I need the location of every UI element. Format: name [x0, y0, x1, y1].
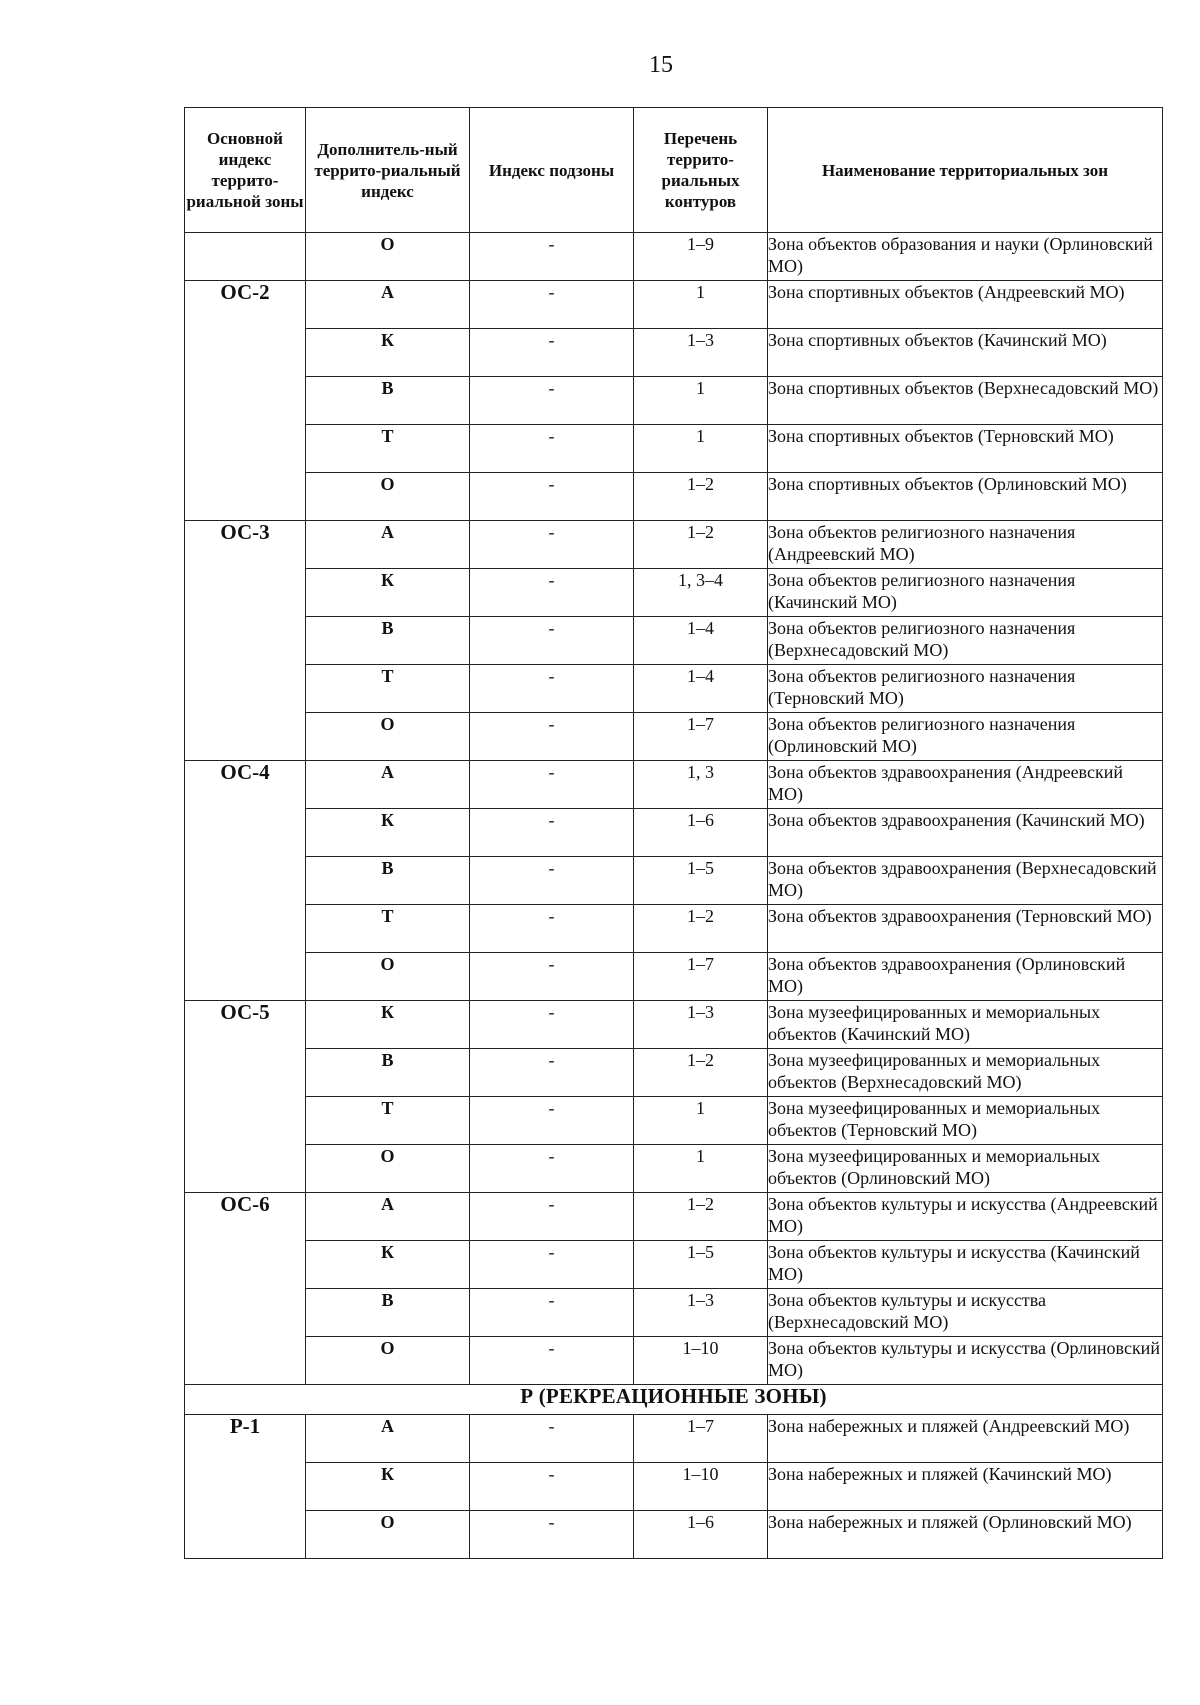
main-index-cell: ОС-3: [185, 521, 306, 761]
additional-index-cell: К: [306, 569, 470, 617]
zone-name-cell: Зона музеефицированных и мемориальных объектов (Качинский МО): [768, 1001, 1163, 1049]
contours-cell: 1: [634, 1097, 768, 1145]
contours-cell: 1, 3: [634, 761, 768, 809]
contours-cell: 1: [634, 281, 768, 329]
main-index-cell: Р-1: [185, 1415, 306, 1559]
zone-name-cell: Зона объектов религиозного назначения (Орлиновский МО): [768, 713, 1163, 761]
contours-cell: 1: [634, 425, 768, 473]
subzone-index-cell: -: [470, 1097, 634, 1145]
table-row: [185, 761, 1163, 809]
section-row: [185, 1385, 1163, 1415]
subzone-index-cell: -: [470, 521, 634, 569]
table-row: [185, 1337, 1163, 1385]
subzone-index-cell: -: [470, 473, 634, 521]
contours-cell: 1–5: [634, 857, 768, 905]
table-row: [185, 1097, 1163, 1145]
subzone-index-cell: -: [470, 857, 634, 905]
zone-name-cell: Зона музеефицированных и мемориальных объектов (Терновский МО): [768, 1097, 1163, 1145]
contours-cell: 1–6: [634, 1511, 768, 1559]
subzone-index-cell: -: [470, 617, 634, 665]
table-row: [185, 1193, 1163, 1241]
contours-cell: 1–6: [634, 809, 768, 857]
subzone-index-cell: -: [470, 1511, 634, 1559]
zone-name-cell: Зона спортивных объектов (Орлиновский МО): [768, 473, 1163, 521]
contours-cell: 1–2: [634, 473, 768, 521]
additional-index-cell: О: [306, 1511, 470, 1559]
subzone-index-cell: -: [470, 1415, 634, 1463]
zone-name-cell: Зона объектов религиозного назначения (Андреевский МО): [768, 521, 1163, 569]
header-main-index: Основной индекс террито-риальной зоны: [185, 108, 306, 233]
zone-name-cell: Зона спортивных объектов (Терновский МО): [768, 425, 1163, 473]
zone-name-cell: Зона музеефицированных и мемориальных объектов (Верхнесадовский МО): [768, 1049, 1163, 1097]
additional-index-cell: В: [306, 1289, 470, 1337]
header-contours: Перечень террито-риальных контуров: [634, 108, 768, 233]
subzone-index-cell: -: [470, 425, 634, 473]
contours-cell: 1–3: [634, 1289, 768, 1337]
table-row: [185, 1289, 1163, 1337]
table-row: [185, 1145, 1163, 1193]
additional-index-cell: К: [306, 329, 470, 377]
contours-cell: 1–2: [634, 1193, 768, 1241]
main-index-cell: ОС-5: [185, 1001, 306, 1193]
zone-name-cell: Зона набережных и пляжей (Орлиновский МО): [768, 1511, 1163, 1559]
additional-index-cell: А: [306, 281, 470, 329]
zone-name-cell: Зона музеефицированных и мемориальных объектов (Орлиновский МО): [768, 1145, 1163, 1193]
subzone-index-cell: -: [470, 1193, 634, 1241]
table-row: [185, 1001, 1163, 1049]
contours-cell: 1–2: [634, 521, 768, 569]
zone-name-cell: Зона спортивных объектов (Верхнесадовский МО): [768, 377, 1163, 425]
territorial-zones-table: [184, 107, 1163, 1559]
subzone-index-cell: -: [470, 569, 634, 617]
additional-index-cell: К: [306, 1241, 470, 1289]
contours-cell: 1–3: [634, 329, 768, 377]
additional-index-cell: О: [306, 473, 470, 521]
contours-cell: 1–7: [634, 953, 768, 1001]
zone-name-cell: Зона набережных и пляжей (Качинский МО): [768, 1463, 1163, 1511]
table-row: [185, 1415, 1163, 1463]
zone-name-cell: Зона спортивных объектов (Качинский МО): [768, 329, 1163, 377]
table-row: [185, 905, 1163, 953]
subzone-index-cell: -: [470, 1289, 634, 1337]
zone-name-cell: Зона объектов культуры и искусства (Качинский МО): [768, 1241, 1163, 1289]
additional-index-cell: О: [306, 713, 470, 761]
zone-name-cell: Зона объектов здравоохранения (Орлиновский МО): [768, 953, 1163, 1001]
contours-cell: 1–5: [634, 1241, 768, 1289]
main-index-cell: ОС-4: [185, 761, 306, 1001]
additional-index-cell: В: [306, 857, 470, 905]
zone-name-cell: Зона объектов религиозного назначения (Качинский МО): [768, 569, 1163, 617]
subzone-index-cell: -: [470, 377, 634, 425]
zone-name-cell: Зона объектов религиозного назначения (Терновский МО): [768, 665, 1163, 713]
contours-cell: 1–3: [634, 1001, 768, 1049]
subzone-index-cell: -: [470, 953, 634, 1001]
table-row: [185, 233, 1163, 281]
zone-name-cell: Зона объектов религиозного назначения (Верхнесадовский МО): [768, 617, 1163, 665]
table-body: [185, 233, 1163, 1559]
subzone-index-cell: -: [470, 1337, 634, 1385]
header-zone-name: Наименование территориальных зон: [768, 108, 1163, 233]
subzone-index-cell: -: [470, 905, 634, 953]
contours-cell: 1–2: [634, 905, 768, 953]
table-row: [185, 713, 1163, 761]
contours-cell: 1, 3–4: [634, 569, 768, 617]
additional-index-cell: В: [306, 1049, 470, 1097]
additional-index-cell: Т: [306, 1097, 470, 1145]
additional-index-cell: В: [306, 617, 470, 665]
subzone-index-cell: -: [470, 1463, 634, 1511]
contours-cell: 1–4: [634, 617, 768, 665]
main-index-cell: ОС-6: [185, 1193, 306, 1385]
page-number: 15: [649, 52, 673, 78]
additional-index-cell: К: [306, 1463, 470, 1511]
table-row: [185, 377, 1163, 425]
subzone-index-cell: -: [470, 329, 634, 377]
zone-name-cell: Зона набережных и пляжей (Андреевский МО): [768, 1415, 1163, 1463]
zone-name-cell: Зона объектов культуры и искусства (Андреевский МО): [768, 1193, 1163, 1241]
subzone-index-cell: -: [470, 233, 634, 281]
additional-index-cell: О: [306, 1337, 470, 1385]
contours-cell: 1–2: [634, 1049, 768, 1097]
zone-name-cell: Зона объектов культуры и искусства (Верхнесадовский МО): [768, 1289, 1163, 1337]
additional-index-cell: А: [306, 761, 470, 809]
table-row: [185, 425, 1163, 473]
additional-index-cell: Т: [306, 665, 470, 713]
subzone-index-cell: -: [470, 809, 634, 857]
table-row: [185, 665, 1163, 713]
additional-index-cell: О: [306, 1145, 470, 1193]
main-index-cell: ОС-2: [185, 281, 306, 521]
additional-index-cell: К: [306, 809, 470, 857]
zone-name-cell: Зона объектов здравоохранения (Качинский МО): [768, 809, 1163, 857]
table-row: [185, 809, 1163, 857]
table-row: [185, 857, 1163, 905]
additional-index-cell: Т: [306, 425, 470, 473]
table-row: [185, 1241, 1163, 1289]
header-subzone-index: Индекс подзоны: [470, 108, 634, 233]
subzone-index-cell: -: [470, 1001, 634, 1049]
additional-index-cell: О: [306, 233, 470, 281]
additional-index-cell: Т: [306, 905, 470, 953]
section-title: Р (РЕКРЕАЦИОННЫЕ ЗОНЫ): [185, 1385, 1163, 1415]
contours-cell: 1–10: [634, 1463, 768, 1511]
subzone-index-cell: -: [470, 1049, 634, 1097]
contours-cell: 1–7: [634, 713, 768, 761]
contours-cell: 1–4: [634, 665, 768, 713]
header-additional-index: Дополнитель-ный террито-риальный индекс: [306, 108, 470, 233]
additional-index-cell: А: [306, 1193, 470, 1241]
subzone-index-cell: -: [470, 1145, 634, 1193]
table-row: [185, 329, 1163, 377]
table-row: [185, 281, 1163, 329]
contours-cell: 1–9: [634, 233, 768, 281]
zone-name-cell: Зона спортивных объектов (Андреевский МО): [768, 281, 1163, 329]
zone-name-cell: Зона объектов здравоохранения (Верхнесадовский МО): [768, 857, 1163, 905]
table-row: [185, 569, 1163, 617]
additional-index-cell: А: [306, 521, 470, 569]
zone-name-cell: Зона объектов культуры и искусства (Орлиновский МО): [768, 1337, 1163, 1385]
table-row: [185, 617, 1163, 665]
table-row: [185, 521, 1163, 569]
contours-cell: 1–7: [634, 1415, 768, 1463]
additional-index-cell: О: [306, 953, 470, 1001]
subzone-index-cell: -: [470, 281, 634, 329]
contours-cell: 1: [634, 377, 768, 425]
contours-cell: 1: [634, 1145, 768, 1193]
additional-index-cell: В: [306, 377, 470, 425]
subzone-index-cell: -: [470, 665, 634, 713]
contours-cell: 1–10: [634, 1337, 768, 1385]
subzone-index-cell: -: [470, 1241, 634, 1289]
table-header-row: [185, 108, 1163, 233]
subzone-index-cell: -: [470, 713, 634, 761]
zone-name-cell: Зона объектов здравоохранения (Терновский МО): [768, 905, 1163, 953]
table-row: [185, 473, 1163, 521]
main-index-cell: [185, 233, 306, 281]
additional-index-cell: К: [306, 1001, 470, 1049]
table-row: [185, 953, 1163, 1001]
table-row: [185, 1049, 1163, 1097]
zone-name-cell: Зона объектов образования и науки (Орлиновский МО): [768, 233, 1163, 281]
table-row: [185, 1511, 1163, 1559]
additional-index-cell: А: [306, 1415, 470, 1463]
subzone-index-cell: -: [470, 761, 634, 809]
table-row: [185, 1463, 1163, 1511]
zone-name-cell: Зона объектов здравоохранения (Андреевский МО): [768, 761, 1163, 809]
